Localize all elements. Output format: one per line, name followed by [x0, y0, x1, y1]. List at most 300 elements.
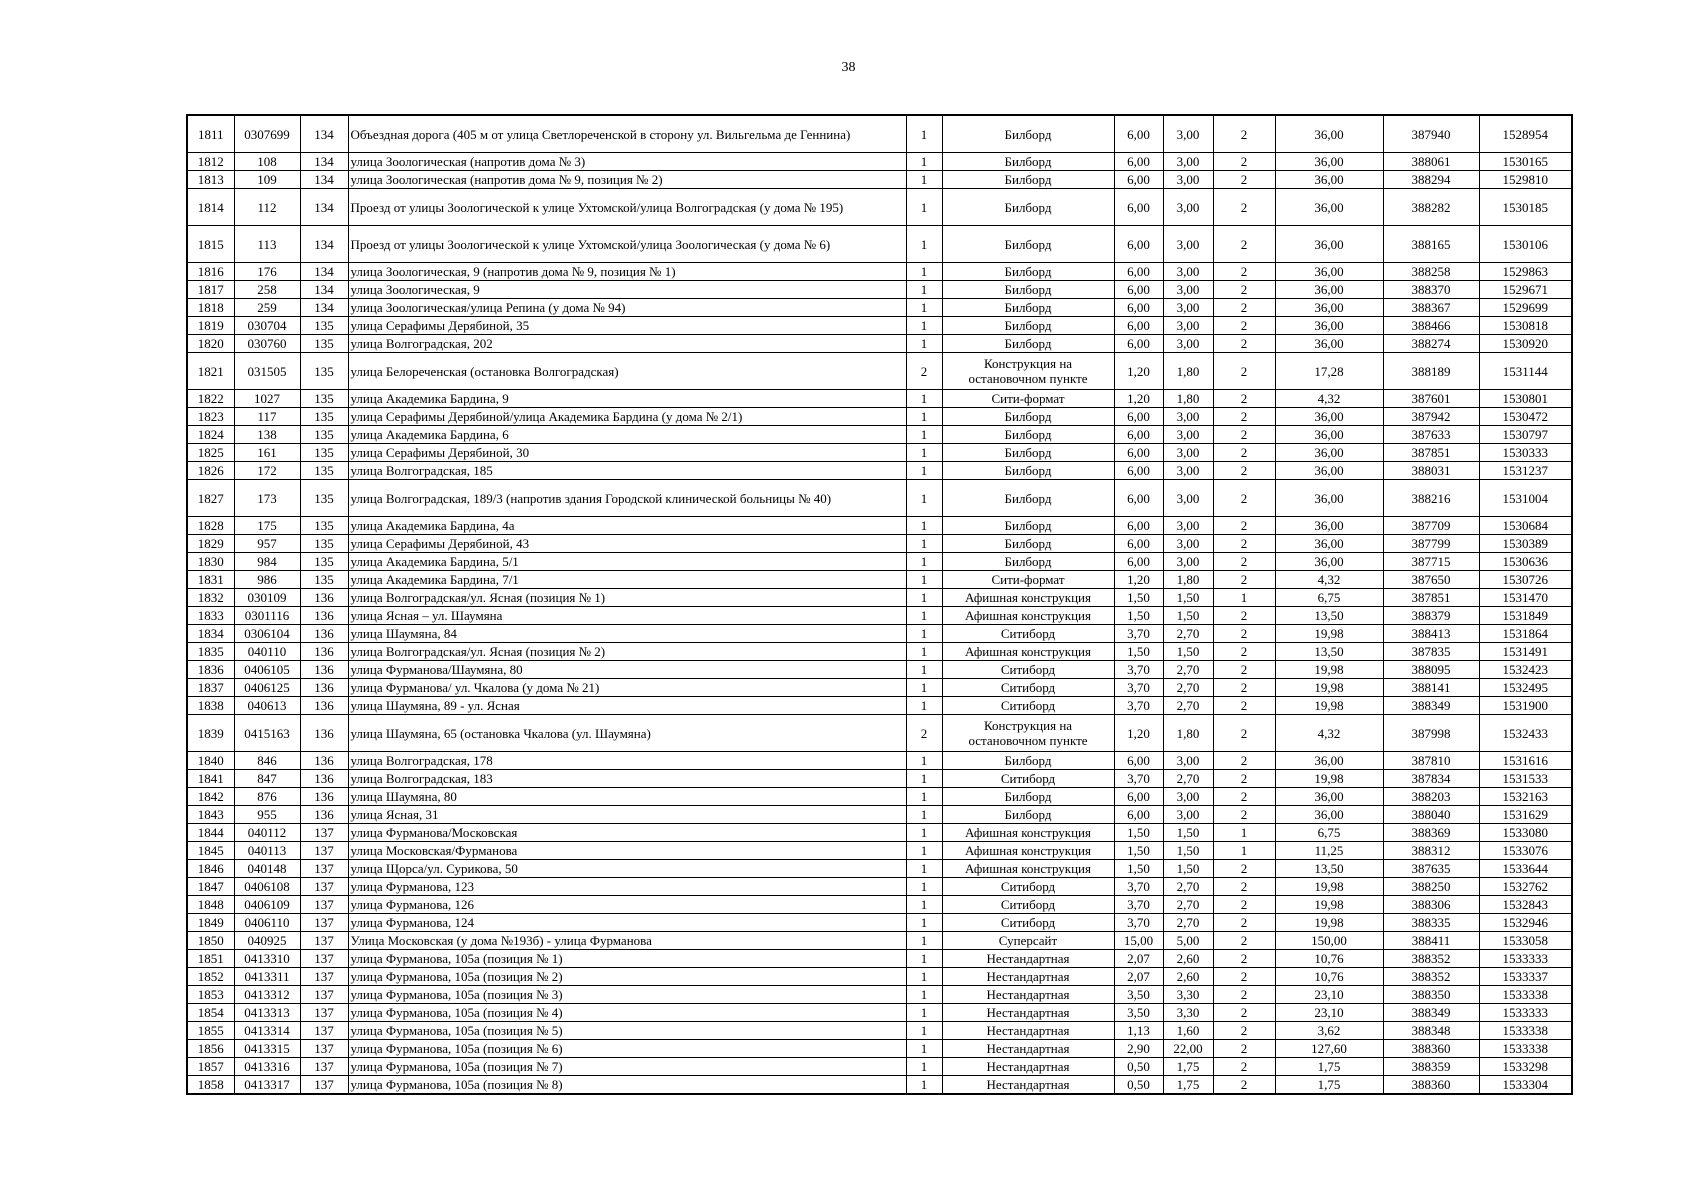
coord-y-cell: 1529863 [1479, 263, 1572, 281]
width-cell: 0,50 [1114, 1076, 1163, 1095]
construction-type-cell: Афишная конструкция [942, 607, 1114, 625]
sides-cell: 1 [906, 896, 942, 914]
address-cell: Проезд от улицы Зоологической к улице Ухтомской/улица Волгоградская (у дома № 195) [348, 189, 906, 226]
sides-cell: 1 [906, 806, 942, 824]
height-cell: 3,00 [1163, 171, 1213, 189]
row-number-cell: 1817 [187, 281, 234, 299]
table-row [187, 535, 1572, 553]
width-cell: 1,50 [1114, 589, 1163, 607]
construction-type-cell: Конструкция на остановочном пункте [942, 715, 1114, 752]
row-number-cell: 1840 [187, 752, 234, 770]
construction-type-cell: Билборд [942, 299, 1114, 317]
height-cell: 3,00 [1163, 408, 1213, 426]
height-cell: 1,50 [1163, 842, 1213, 860]
table-row [187, 932, 1572, 950]
sides-cell: 1 [906, 462, 942, 480]
construction-type-cell: Билборд [942, 263, 1114, 281]
area-cell: 36,00 [1275, 517, 1383, 535]
address-cell: улица Академика Бардина, 6 [348, 426, 906, 444]
faces-cell: 2 [1213, 806, 1275, 824]
construction-id-cell: 030704 [234, 317, 300, 335]
row-number-cell: 1845 [187, 842, 234, 860]
area-cell: 36,00 [1275, 153, 1383, 171]
height-cell: 2,70 [1163, 770, 1213, 788]
construction-type-cell: Ситиборд [942, 896, 1114, 914]
construction-id-cell: 030109 [234, 589, 300, 607]
area-cell: 36,00 [1275, 263, 1383, 281]
construction-type-cell: Нестандартная [942, 1022, 1114, 1040]
table-row [187, 353, 1572, 390]
table-row [187, 171, 1572, 189]
coord-y-cell: 1531900 [1479, 697, 1572, 715]
area-cell: 36,00 [1275, 281, 1383, 299]
area-cell: 11,25 [1275, 842, 1383, 860]
sides-cell: 1 [906, 625, 942, 643]
district-code-cell: 136 [300, 589, 348, 607]
district-code-cell: 137 [300, 1022, 348, 1040]
area-cell: 1,75 [1275, 1076, 1383, 1095]
row-number-cell: 1849 [187, 914, 234, 932]
construction-type-cell: Нестандартная [942, 950, 1114, 968]
coord-x-cell: 387635 [1383, 860, 1479, 878]
table-row [187, 715, 1572, 752]
table-row [187, 571, 1572, 589]
row-number-cell: 1854 [187, 1004, 234, 1022]
sides-cell: 1 [906, 661, 942, 679]
area-cell: 10,76 [1275, 950, 1383, 968]
district-code-cell: 135 [300, 571, 348, 589]
area-cell: 36,00 [1275, 788, 1383, 806]
coord-x-cell: 387601 [1383, 390, 1479, 408]
area-cell: 36,00 [1275, 752, 1383, 770]
width-cell: 3,70 [1114, 679, 1163, 697]
construction-id-cell: 040148 [234, 860, 300, 878]
address-cell: улица Волгоградская, 183 [348, 770, 906, 788]
row-number-cell: 1827 [187, 480, 234, 517]
width-cell: 6,00 [1114, 426, 1163, 444]
row-number-cell: 1839 [187, 715, 234, 752]
height-cell: 2,60 [1163, 968, 1213, 986]
sides-cell: 2 [906, 353, 942, 390]
construction-id-cell: 846 [234, 752, 300, 770]
row-number-cell: 1811 [187, 115, 234, 153]
construction-type-cell: Афишная конструкция [942, 589, 1114, 607]
address-cell: улица Академика Бардина, 4а [348, 517, 906, 535]
width-cell: 6,00 [1114, 317, 1163, 335]
table-row [187, 697, 1572, 715]
address-cell: улица Волгоградская/ул. Ясная (позиция № 1) [348, 589, 906, 607]
address-cell: улица Зоологическая, 9 [348, 281, 906, 299]
address-cell: улица Зоологическая/улица Репина (у дома № 94) [348, 299, 906, 317]
height-cell: 3,00 [1163, 153, 1213, 171]
address-cell: улица Фурманова, 105а (позиция № 7) [348, 1058, 906, 1076]
construction-id-cell: 040613 [234, 697, 300, 715]
width-cell: 1,20 [1114, 390, 1163, 408]
address-cell: улица Зоологическая, 9 (напротив дома № 9, позиция № 1) [348, 263, 906, 281]
area-cell: 19,98 [1275, 697, 1383, 715]
height-cell: 3,00 [1163, 752, 1213, 770]
district-code-cell: 135 [300, 462, 348, 480]
width-cell: 15,00 [1114, 932, 1163, 950]
faces-cell: 2 [1213, 115, 1275, 153]
width-cell: 2,07 [1114, 968, 1163, 986]
construction-type-cell: Нестандартная [942, 1040, 1114, 1058]
coord-y-cell: 1530333 [1479, 444, 1572, 462]
faces-cell: 2 [1213, 171, 1275, 189]
address-cell: улица Фурманова, 105а (позиция № 4) [348, 1004, 906, 1022]
sides-cell: 1 [906, 932, 942, 950]
address-cell: улица Фурманова, 105а (позиция № 3) [348, 986, 906, 1004]
district-code-cell: 136 [300, 661, 348, 679]
height-cell: 3,00 [1163, 517, 1213, 535]
construction-id-cell: 040113 [234, 842, 300, 860]
coord-y-cell: 1530165 [1479, 153, 1572, 171]
height-cell: 1,80 [1163, 353, 1213, 390]
sides-cell: 1 [906, 115, 942, 153]
height-cell: 2,70 [1163, 661, 1213, 679]
construction-id-cell: 172 [234, 462, 300, 480]
sides-cell: 1 [906, 752, 942, 770]
faces-cell: 1 [1213, 842, 1275, 860]
construction-id-cell: 0406109 [234, 896, 300, 914]
coord-y-cell: 1531616 [1479, 752, 1572, 770]
sides-cell: 1 [906, 317, 942, 335]
coord-y-cell: 1533304 [1479, 1076, 1572, 1095]
district-code-cell: 137 [300, 842, 348, 860]
width-cell: 6,00 [1114, 535, 1163, 553]
area-cell: 4,32 [1275, 715, 1383, 752]
construction-id-cell: 031505 [234, 353, 300, 390]
table-row [187, 281, 1572, 299]
area-cell: 13,50 [1275, 607, 1383, 625]
width-cell: 1,20 [1114, 353, 1163, 390]
height-cell: 22,00 [1163, 1040, 1213, 1058]
coord-x-cell: 388258 [1383, 263, 1479, 281]
faces-cell: 2 [1213, 281, 1275, 299]
area-cell: 19,98 [1275, 896, 1383, 914]
height-cell: 1,60 [1163, 1022, 1213, 1040]
area-cell: 19,98 [1275, 625, 1383, 643]
faces-cell: 2 [1213, 914, 1275, 932]
faces-cell: 2 [1213, 661, 1275, 679]
area-cell: 19,98 [1275, 770, 1383, 788]
height-cell: 3,00 [1163, 115, 1213, 153]
area-cell: 19,98 [1275, 661, 1383, 679]
construction-id-cell: 0413312 [234, 986, 300, 1004]
faces-cell: 2 [1213, 553, 1275, 571]
district-code-cell: 134 [300, 281, 348, 299]
district-code-cell: 137 [300, 1040, 348, 1058]
area-cell: 36,00 [1275, 426, 1383, 444]
coord-y-cell: 1530818 [1479, 317, 1572, 335]
coord-x-cell: 387998 [1383, 715, 1479, 752]
row-number-cell: 1858 [187, 1076, 234, 1095]
area-cell: 3,62 [1275, 1022, 1383, 1040]
row-number-cell: 1856 [187, 1040, 234, 1058]
row-number-cell: 1814 [187, 189, 234, 226]
address-cell: улица Шаумяна, 84 [348, 625, 906, 643]
height-cell: 2,70 [1163, 679, 1213, 697]
address-cell: улица Шаумяна, 65 (остановка Чкалова (ул. Шаумяна) [348, 715, 906, 752]
construction-type-cell: Нестандартная [942, 986, 1114, 1004]
table-row [187, 950, 1572, 968]
coord-x-cell: 388031 [1383, 462, 1479, 480]
construction-type-cell: Билборд [942, 517, 1114, 535]
construction-id-cell: 175 [234, 517, 300, 535]
faces-cell: 1 [1213, 824, 1275, 842]
coord-x-cell: 388189 [1383, 353, 1479, 390]
width-cell: 1,20 [1114, 571, 1163, 589]
coord-x-cell: 388360 [1383, 1076, 1479, 1095]
district-code-cell: 135 [300, 517, 348, 535]
height-cell: 3,00 [1163, 317, 1213, 335]
district-code-cell: 136 [300, 752, 348, 770]
address-cell: улица Волгоградская, 189/3 (напротив здания Городской клинической больницы № 40) [348, 480, 906, 517]
coord-y-cell: 1533338 [1479, 1022, 1572, 1040]
construction-type-cell: Афишная конструкция [942, 860, 1114, 878]
faces-cell: 2 [1213, 317, 1275, 335]
table-row [187, 607, 1572, 625]
coord-y-cell: 1530797 [1479, 426, 1572, 444]
address-cell: улица Фурманова/ ул. Чкалова (у дома № 21) [348, 679, 906, 697]
address-cell: улица Фурманова, 105а (позиция № 8) [348, 1076, 906, 1095]
coord-x-cell: 387709 [1383, 517, 1479, 535]
faces-cell: 2 [1213, 1004, 1275, 1022]
width-cell: 6,00 [1114, 153, 1163, 171]
table-row [187, 1022, 1572, 1040]
address-cell: улица Фурманова, 123 [348, 878, 906, 896]
width-cell: 3,50 [1114, 986, 1163, 1004]
coord-y-cell: 1530684 [1479, 517, 1572, 535]
sides-cell: 1 [906, 281, 942, 299]
construction-type-cell: Билборд [942, 115, 1114, 153]
table-row [187, 553, 1572, 571]
coord-y-cell: 1530389 [1479, 535, 1572, 553]
coord-y-cell: 1531629 [1479, 806, 1572, 824]
construction-id-cell: 040110 [234, 643, 300, 661]
width-cell: 6,00 [1114, 408, 1163, 426]
coord-x-cell: 388040 [1383, 806, 1479, 824]
coord-x-cell: 388306 [1383, 896, 1479, 914]
height-cell: 3,00 [1163, 553, 1213, 571]
address-cell: улица Московская/Фурманова [348, 842, 906, 860]
coord-y-cell: 1530726 [1479, 571, 1572, 589]
width-cell: 6,00 [1114, 226, 1163, 263]
faces-cell: 2 [1213, 426, 1275, 444]
address-cell: улица Щорса/ул. Сурикова, 50 [348, 860, 906, 878]
table-row [187, 153, 1572, 171]
row-number-cell: 1826 [187, 462, 234, 480]
height-cell: 3,00 [1163, 535, 1213, 553]
height-cell: 1,50 [1163, 643, 1213, 661]
coord-y-cell: 1531849 [1479, 607, 1572, 625]
coord-x-cell: 388360 [1383, 1040, 1479, 1058]
construction-type-cell: Билборд [942, 444, 1114, 462]
table-row [187, 1058, 1572, 1076]
sides-cell: 1 [906, 553, 942, 571]
coord-y-cell: 1531144 [1479, 353, 1572, 390]
sides-cell: 1 [906, 1022, 942, 1040]
construction-id-cell: 259 [234, 299, 300, 317]
district-code-cell: 136 [300, 770, 348, 788]
district-code-cell: 136 [300, 643, 348, 661]
coord-y-cell: 1529671 [1479, 281, 1572, 299]
area-cell: 36,00 [1275, 335, 1383, 353]
construction-type-cell: Билборд [942, 426, 1114, 444]
height-cell: 3,00 [1163, 226, 1213, 263]
coord-x-cell: 387835 [1383, 643, 1479, 661]
height-cell: 1,75 [1163, 1076, 1213, 1095]
area-cell: 36,00 [1275, 444, 1383, 462]
area-cell: 6,75 [1275, 824, 1383, 842]
construction-type-cell: Сити-формат [942, 571, 1114, 589]
construction-id-cell: 040112 [234, 824, 300, 842]
coord-x-cell: 387851 [1383, 444, 1479, 462]
width-cell: 3,70 [1114, 896, 1163, 914]
coord-y-cell: 1532843 [1479, 896, 1572, 914]
sides-cell: 1 [906, 153, 942, 171]
height-cell: 1,50 [1163, 824, 1213, 842]
construction-id-cell: 109 [234, 171, 300, 189]
sides-cell: 1 [906, 335, 942, 353]
table-row [187, 1004, 1572, 1022]
coord-x-cell: 388367 [1383, 299, 1479, 317]
area-cell: 19,98 [1275, 679, 1383, 697]
construction-type-cell: Билборд [942, 317, 1114, 335]
construction-id-cell: 0413313 [234, 1004, 300, 1022]
coord-y-cell: 1530106 [1479, 226, 1572, 263]
address-cell: улица Шаумяна, 89 - ул. Ясная [348, 697, 906, 715]
faces-cell: 2 [1213, 299, 1275, 317]
height-cell: 3,00 [1163, 444, 1213, 462]
area-cell: 36,00 [1275, 480, 1383, 517]
row-number-cell: 1851 [187, 950, 234, 968]
faces-cell: 2 [1213, 535, 1275, 553]
construction-id-cell: 847 [234, 770, 300, 788]
district-code-cell: 136 [300, 625, 348, 643]
construction-id-cell: 113 [234, 226, 300, 263]
area-cell: 36,00 [1275, 189, 1383, 226]
sides-cell: 1 [906, 589, 942, 607]
faces-cell: 2 [1213, 353, 1275, 390]
table-row [187, 860, 1572, 878]
row-number-cell: 1813 [187, 171, 234, 189]
district-code-cell: 136 [300, 607, 348, 625]
address-cell: улица Серафимы Дерябиной, 43 [348, 535, 906, 553]
area-cell: 36,00 [1275, 462, 1383, 480]
row-number-cell: 1825 [187, 444, 234, 462]
coord-x-cell: 387650 [1383, 571, 1479, 589]
table-row [187, 444, 1572, 462]
address-cell: улица Фурманова, 124 [348, 914, 906, 932]
faces-cell: 2 [1213, 1058, 1275, 1076]
faces-cell: 2 [1213, 986, 1275, 1004]
construction-type-cell: Билборд [942, 806, 1114, 824]
district-code-cell: 134 [300, 115, 348, 153]
table-row [187, 986, 1572, 1004]
construction-id-cell: 258 [234, 281, 300, 299]
district-code-cell: 137 [300, 932, 348, 950]
coord-y-cell: 1532423 [1479, 661, 1572, 679]
row-number-cell: 1853 [187, 986, 234, 1004]
construction-id-cell: 0413316 [234, 1058, 300, 1076]
sides-cell: 2 [906, 715, 942, 752]
table-row [187, 752, 1572, 770]
width-cell: 1,50 [1114, 607, 1163, 625]
width-cell: 1,50 [1114, 824, 1163, 842]
address-cell: улица Ясная – ул. Шаумяна [348, 607, 906, 625]
sides-cell: 1 [906, 860, 942, 878]
coord-y-cell: 1531864 [1479, 625, 1572, 643]
width-cell: 6,00 [1114, 752, 1163, 770]
construction-id-cell: 040925 [234, 932, 300, 950]
area-cell: 36,00 [1275, 535, 1383, 553]
row-number-cell: 1821 [187, 353, 234, 390]
row-number-cell: 1844 [187, 824, 234, 842]
width-cell: 6,00 [1114, 299, 1163, 317]
construction-type-cell: Билборд [942, 553, 1114, 571]
width-cell: 3,70 [1114, 914, 1163, 932]
height-cell: 3,00 [1163, 335, 1213, 353]
width-cell: 6,00 [1114, 335, 1163, 353]
table-row [187, 299, 1572, 317]
sides-cell: 1 [906, 697, 942, 715]
address-cell: улица Зоологическая (напротив дома № 9, позиция № 2) [348, 171, 906, 189]
row-number-cell: 1843 [187, 806, 234, 824]
coord-y-cell: 1530801 [1479, 390, 1572, 408]
table-row [187, 643, 1572, 661]
sides-cell: 1 [906, 571, 942, 589]
row-number-cell: 1857 [187, 1058, 234, 1076]
coord-y-cell: 1531237 [1479, 462, 1572, 480]
area-cell: 127,60 [1275, 1040, 1383, 1058]
table-row [187, 408, 1572, 426]
table-row [187, 589, 1572, 607]
row-number-cell: 1828 [187, 517, 234, 535]
faces-cell: 2 [1213, 335, 1275, 353]
district-code-cell: 135 [300, 535, 348, 553]
construction-type-cell: Билборд [942, 335, 1114, 353]
coord-x-cell: 387942 [1383, 408, 1479, 426]
district-code-cell: 135 [300, 335, 348, 353]
area-cell: 23,10 [1275, 1004, 1383, 1022]
district-code-cell: 135 [300, 553, 348, 571]
construction-type-cell: Ситиборд [942, 914, 1114, 932]
table-row [187, 896, 1572, 914]
district-code-cell: 134 [300, 263, 348, 281]
coord-x-cell: 388413 [1383, 625, 1479, 643]
district-code-cell: 134 [300, 226, 348, 263]
construction-id-cell: 0306104 [234, 625, 300, 643]
faces-cell: 2 [1213, 896, 1275, 914]
district-code-cell: 136 [300, 697, 348, 715]
construction-id-cell: 138 [234, 426, 300, 444]
coord-x-cell: 388095 [1383, 661, 1479, 679]
width-cell: 1,50 [1114, 842, 1163, 860]
row-number-cell: 1830 [187, 553, 234, 571]
address-cell: улица Волгоградская/ул. Ясная (позиция № 2) [348, 643, 906, 661]
sides-cell: 1 [906, 607, 942, 625]
width-cell: 0,50 [1114, 1058, 1163, 1076]
row-number-cell: 1823 [187, 408, 234, 426]
district-code-cell: 135 [300, 444, 348, 462]
area-cell: 36,00 [1275, 115, 1383, 153]
height-cell: 2,60 [1163, 950, 1213, 968]
address-cell: Улица Московская (у дома №193б) - улица Фурманова [348, 932, 906, 950]
row-number-cell: 1832 [187, 589, 234, 607]
construction-type-cell: Билборд [942, 281, 1114, 299]
row-number-cell: 1835 [187, 643, 234, 661]
